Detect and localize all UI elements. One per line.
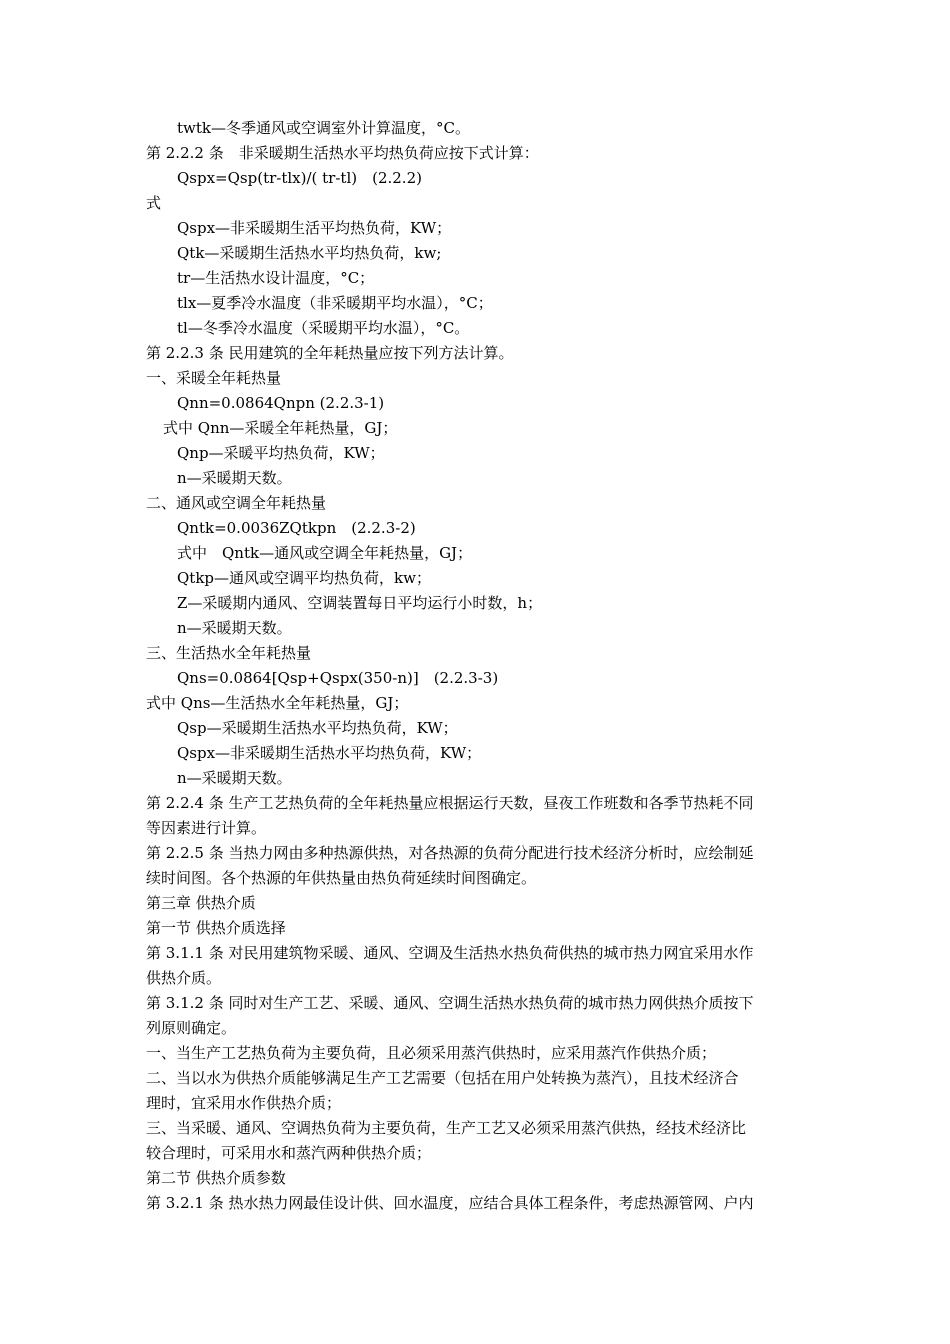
definition-line: Qsp—采暖期生活热水平均热负荷，KW； [177, 719, 458, 737]
definition-line: tl—冬季冷水温度（采暖期平均水温），°C。 [177, 319, 470, 337]
definition-line: 式中 Qns—生活热水全年耗热量，GJ； [146, 694, 409, 712]
section-heading: 第二节 供热介质参数 [146, 1169, 286, 1187]
text-line: 式 [146, 194, 162, 212]
formula-line: Qspx=Qsp(tr-tlx)/( tr-tl) (2.2.2) [177, 169, 422, 187]
text-line: 一、采暖全年耗热量 [146, 369, 282, 387]
definition-line: Qspx—非采暖期生活平均热负荷，KW； [177, 219, 452, 237]
section-heading: 第一节 供热介质选择 [146, 919, 286, 937]
text-line: 供热介质。 [146, 969, 222, 987]
text-line: 第 2.2.3 条 民用建筑的全年耗热量应按下列方法计算。 [146, 344, 514, 362]
definition-line: 式中 Qnn—采暖全年耗热量，GJ； [163, 419, 398, 437]
definition-line: Qtk—采暖期生活热水平均热负荷，kw; [177, 244, 442, 262]
text-line: 理时，宜采用水作供热介质； [146, 1094, 342, 1112]
text-line: 第 2.2.2 条 非采暖期生活热水平均热负荷应按下式计算： [146, 144, 539, 162]
definition-line: Qtkp—通风或空调平均热负荷，kw； [177, 569, 431, 587]
text-line: 三、当采暖、通风、空调热负荷为主要负荷，生产工艺又必须采用蒸汽供热，经技术经济比 [146, 1119, 747, 1137]
text-line: 列原则确定。 [146, 1019, 237, 1037]
definition-line: tlx—夏季冷水温度（非采暖期平均水温），°C； [177, 294, 493, 312]
formula-line: Qns=0.0864[Qsp+Qspx(350-n)] (2.2.3-3) [177, 669, 499, 687]
text-line: 第 2.2.5 条 当热力网由多种热源供热，对各热源的负荷分配进行技术经济分析时，应绘制延 [146, 844, 754, 862]
chapter-heading: 第三章 供热介质 [146, 894, 256, 912]
definition-line: n—采暖期天数。 [177, 769, 292, 787]
definition-line: Z—采暖期内通风、空调装置每日平均运行小时数，h； [177, 594, 543, 612]
text-line: 较合理时，可采用水和蒸汽两种供热介质； [146, 1144, 432, 1162]
text-line: 第 2.2.4 条 生产工艺热负荷的全年耗热量应根据运行天数，昼夜工作班数和各季节热耗不同 [146, 794, 754, 812]
definition-line: n—采暖期天数。 [177, 469, 292, 487]
definition-line: Qnp—采暖平均热负荷，KW； [177, 444, 385, 462]
text-line: 续时间图。各个热源的年供热量由热负荷延续时间图确定。 [146, 869, 537, 887]
formula-line: Qnn=0.0864Qnpn (2.2.3-1) [177, 394, 385, 412]
definition-line: Qspx—非采暖期生活热水平均热负荷，KW； [177, 744, 482, 762]
text-line: 第 3.2.1 条 热水热力网最佳设计供、回水温度，应结合具体工程条件，考虑热源管网、户内 [146, 1194, 754, 1212]
text-line: 等因素进行计算。 [146, 819, 267, 837]
definition-line: 式中 Qntk—通风或空调全年耗热量，GJ； [177, 544, 473, 562]
text-line: 第 3.1.2 条 同时对生产工艺、采暖、通风、空调生活热水热负荷的城市热力网供热介质按下 [146, 994, 754, 1012]
formula-line: Qntk=0.0036ZQtkpn (2.2.3-2) [177, 519, 416, 537]
definition-line: n—采暖期天数。 [177, 619, 292, 637]
text-line: 第 3.1.1 条 对民用建筑物采暖、通风、空调及生活热水热负荷供热的城市热力网宜采用水作 [146, 944, 754, 962]
definition-line: tr—生活热水设计温度，°C； [177, 269, 375, 287]
text-line: 二、通风或空调全年耗热量 [146, 494, 327, 512]
text-line: 一、当生产工艺热负荷为主要负荷，且必须采用蒸汽供热时，应采用蒸汽作供热介质； [146, 1044, 717, 1062]
text-line: 三、生活热水全年耗热量 [146, 644, 312, 662]
text-line: twtk—冬季通风或空调室外计算温度，°C。 [177, 119, 470, 137]
text-line: 二、当以水为供热介质能够满足生产工艺需要（包括在用户处转换为蒸汽），且技术经济合 [146, 1069, 739, 1087]
